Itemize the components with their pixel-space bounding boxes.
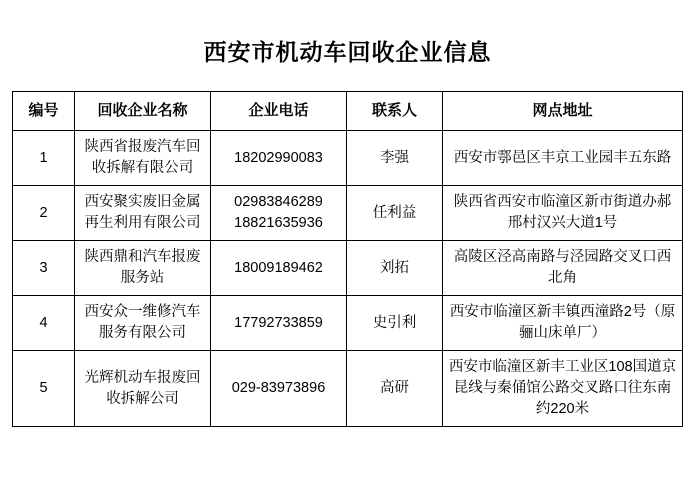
table-row bbox=[13, 351, 683, 427]
cell-phone bbox=[211, 351, 347, 427]
cell-contact: 高研 bbox=[347, 351, 443, 427]
column-header-address: 网点地址 bbox=[443, 92, 683, 131]
cell-address: 西安市临潼区新丰镇西潼路2号（原骊山床单厂） bbox=[443, 296, 683, 351]
cell-address: 高陵区泾高南路与泾园路交叉口西北角 bbox=[443, 241, 683, 296]
cell-no: 5 bbox=[13, 351, 75, 427]
cell-no: 1 bbox=[13, 131, 75, 186]
cell-company: 西安聚实废旧金属再生利用有限公司 bbox=[75, 186, 211, 241]
column-header-phone: 企业电话 bbox=[211, 92, 347, 131]
cell-company: 西安众一维修汽车服务有限公司 bbox=[75, 296, 211, 351]
cell-phone bbox=[211, 131, 347, 186]
cell-contact: 刘拓 bbox=[347, 241, 443, 296]
phone-line: 18009189462 bbox=[234, 259, 323, 276]
table-header-row bbox=[13, 92, 683, 131]
cell-phone bbox=[211, 296, 347, 351]
cell-company: 光辉机动车报废回收拆解公司 bbox=[75, 351, 211, 427]
column-header-company: 回收企业名称 bbox=[75, 92, 211, 131]
cell-company: 陕西省报废汽车回收拆解有限公司 bbox=[75, 131, 211, 186]
cell-no: 3 bbox=[13, 241, 75, 296]
table-row bbox=[13, 241, 683, 296]
cell-contact: 史引利 bbox=[347, 296, 443, 351]
column-header-contact: 联系人 bbox=[347, 92, 443, 131]
page-title: 西安市机动车回收企业信息 bbox=[203, 39, 492, 65]
cell-no: 2 bbox=[13, 186, 75, 241]
cell-phone bbox=[211, 241, 347, 296]
cell-address: 西安市临潼区新丰工业区108国道京昆线与秦俑馆公路交叉路口往东南约220米 bbox=[443, 351, 683, 427]
cell-company: 陕西鼎和汽车报废服务站 bbox=[75, 241, 211, 296]
cell-address: 陕西省西安市临潼区新市街道办郝邢村汉兴大道1号 bbox=[443, 186, 683, 241]
table-row bbox=[13, 296, 683, 351]
cell-contact: 任利益 bbox=[347, 186, 443, 241]
table-row bbox=[13, 186, 683, 241]
table-row bbox=[13, 131, 683, 186]
phone-line: 02983846289 bbox=[234, 194, 323, 211]
cell-phone bbox=[211, 186, 347, 241]
vehicle-recycling-companies-table bbox=[12, 91, 683, 427]
cell-no: 4 bbox=[13, 296, 75, 351]
phone-line: 18821635936 bbox=[234, 215, 323, 232]
phone-line: 17792733859 bbox=[234, 314, 323, 331]
column-header-no: 编号 bbox=[13, 92, 75, 131]
cell-contact: 李强 bbox=[347, 131, 443, 186]
phone-line: 029-83973896 bbox=[231, 380, 326, 397]
phone-line: 18202990083 bbox=[234, 149, 323, 166]
cell-address: 西安市鄠邑区丰京工业园丰五东路 bbox=[443, 131, 683, 186]
